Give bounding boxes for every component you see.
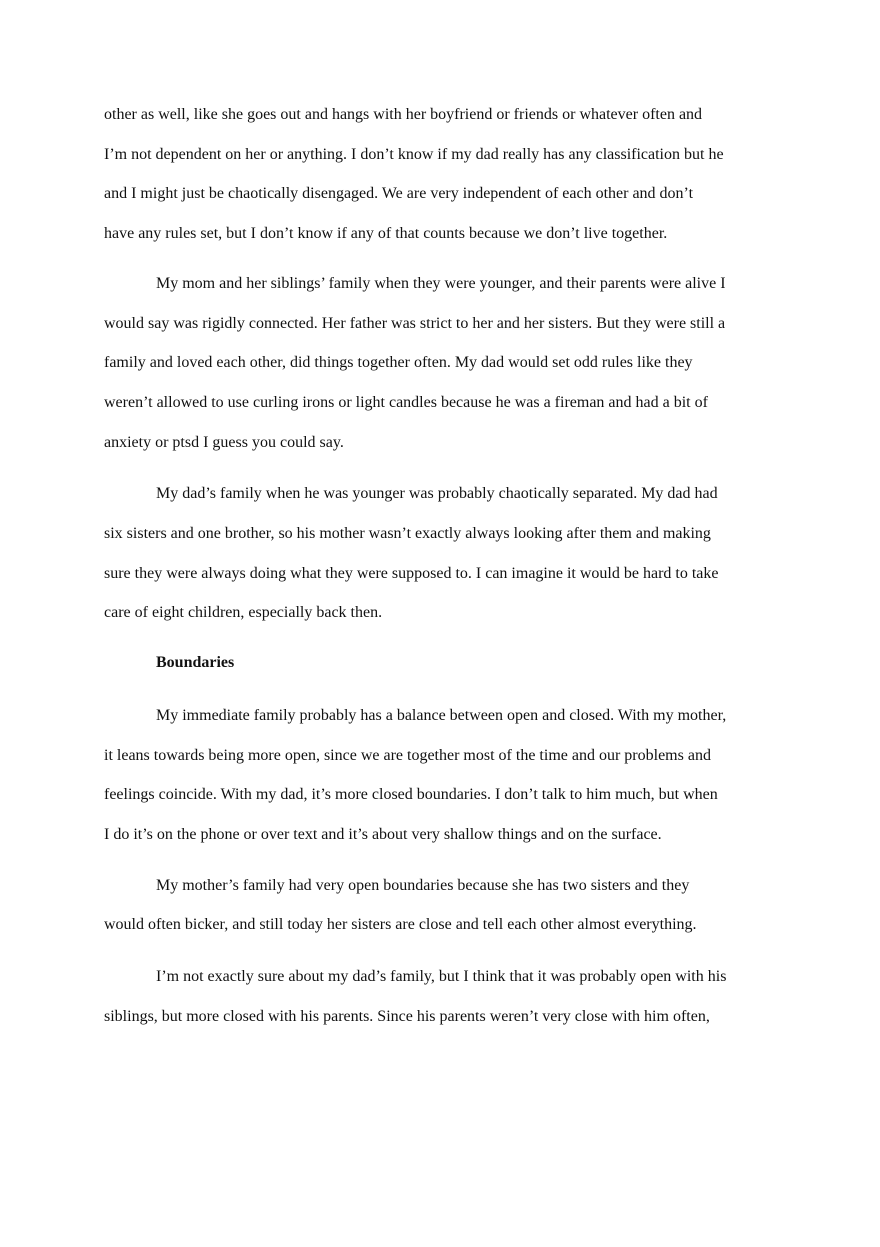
text-line: My mother’s family had very open boundaries because she has two sisters and they	[156, 877, 690, 894]
text-line: it leans towards being more open, since we are together most of the time and our problems and	[104, 747, 711, 764]
text-line: other as well, like she goes out and hangs with her boyfriend or friends or whatever often and	[104, 106, 703, 123]
text-line: weren’t allowed to use curling irons or light candles because he was a fireman and had a bit of	[104, 394, 708, 411]
text-line: I’m not exactly sure about my dad’s family, but I think that it was probably open with his	[156, 968, 727, 985]
text-line: family and loved each other, did things together often. My dad would set odd rules like they	[104, 354, 693, 371]
section-heading: Boundaries	[156, 654, 235, 671]
text-line: would often bicker, and still today her sisters are close and tell each other almost everything.	[104, 916, 697, 933]
text-line: six sisters and one brother, so his mother wasn’t exactly always looking after them and making	[104, 525, 711, 542]
text-line: My dad’s family when he was younger was probably chaotically separated. My dad had	[156, 485, 718, 502]
text-line: I do it’s on the phone or over text and it’s about very shallow things and on the surface.	[104, 826, 662, 843]
text-line: feelings coincide. With my dad, it’s more closed boundaries. I don’t talk to him much, but when	[104, 786, 718, 803]
text-line: sure they were always doing what they were supposed to. I can imagine it would be hard to take	[104, 565, 719, 582]
text-line: have any rules set, but I don’t know if any of that counts because we don’t live together.	[104, 225, 668, 242]
text-line: My mom and her siblings’ family when they were younger, and their parents were alive I	[156, 275, 726, 292]
text-line: anxiety or ptsd I guess you could say.	[104, 434, 344, 451]
text-line: care of eight children, especially back then.	[104, 604, 383, 621]
text-line: My immediate family probably has a balance between open and closed. With my mother,	[156, 707, 727, 724]
text-line: and I might just be chaotically disengaged. We are very independent of each other and don’t	[104, 185, 694, 202]
text-line: siblings, but more closed with his parents. Since his parents weren’t very close with him often,	[104, 1008, 710, 1025]
text-line: would say was rigidly connected. Her father was strict to her and her sisters. But they were still a	[104, 315, 726, 332]
text-line: I’m not dependent on her or anything. I don’t know if my dad really has any classification but he	[104, 146, 724, 163]
